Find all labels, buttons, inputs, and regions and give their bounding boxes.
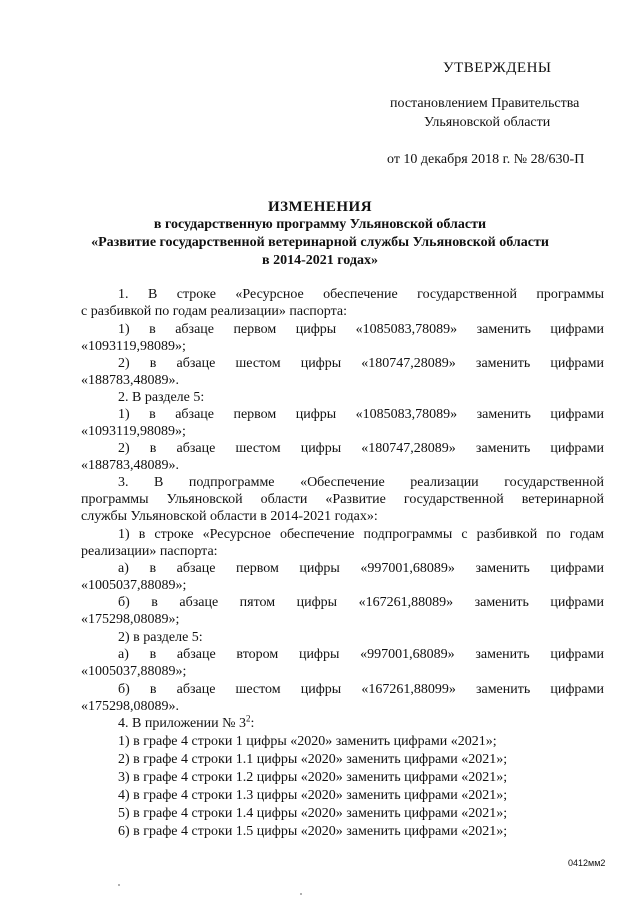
body-line: 2) в абзаце шестом цифры «180747,28089» заменить цифрами [118,441,604,456]
body-line: 4) в графе 4 строки 1.3 цифры «2020» заменить цифрами «2021»; [118,788,508,803]
heading-sub-3: в 2014-2021 годах» [262,253,378,268]
body-line: 2) в графе 4 строки 1.1 цифры «2020» заменить цифрами «2021»; [118,752,508,767]
body-line: «175298,08089»; [81,612,180,627]
body-line: 1) в абзаце первом цифры «1085083,78089» заменить цифрами [118,407,604,422]
body-line: программы Ульяновской области «Развитие государственной ветеринарной [81,492,604,507]
appendix-text: 4. В приложении № 3 [118,716,246,731]
body-line: «188783,48089». [81,458,179,473]
appendix-superscript: 2 [246,713,251,724]
body-line: «188783,48089». [81,373,179,388]
approval-title: УТВЕРЖДЕНЫ [443,60,552,76]
body-line: 1) в графе 4 строки 1 цифры «2020» заменить цифрами «2021»; [118,734,497,749]
body-line: 5) в графе 4 строки 1.4 цифры «2020» заменить цифрами «2021»; [118,806,508,821]
heading-main: ИЗМЕНЕНИЯ [267,199,373,215]
scan-speck [118,884,120,886]
appendix-line [118,715,604,732]
body-line: «1005037,88089»; [81,664,187,679]
body-line: «1093119,98089»; [81,339,186,354]
heading-sub-1: в государственную программу Ульяновской области [153,217,487,232]
body-line: 1) в строке «Ресурсное обеспечение подпрограммы с разбивкой по годам [118,527,604,542]
body-line: а) в абзаце втором цифры «997001,68089» заменить цифрами [118,647,604,662]
body-line: а) в абзаце первом цифры «997001,68089» заменить цифрами [118,561,604,576]
body-line: «175298,08089». [81,699,179,714]
approval-line-1: постановлением Правительства [390,96,580,111]
heading-sub-2: «Развитие государственной ветеринарной службы Ульяновской области [91,235,549,250]
body-line: службы Ульяновской области в 2014-2021 годах»: [81,509,378,524]
body-line: б) в абзаце пятом цифры «167261,88089» заменить цифрами [118,595,604,610]
body-line: 2) в разделе 5: [118,630,203,645]
body-line: 1) в абзаце первом цифры «1085083,78089» заменить цифрами [118,322,604,337]
body-line: «1093119,98089»; [81,424,186,439]
body-line: 3. В подпрограмме «Обеспечение реализации государственной [118,475,604,490]
scan-speck [300,893,302,895]
approval-date: от 10 декабря 2018 г. № 28/630-П [387,152,585,167]
body-line: 2) в абзаце шестом цифры «180747,28089» заменить цифрами [118,356,604,371]
body-line: «1005037,88089»; [81,578,187,593]
appendix-colon: : [250,716,255,731]
body-line: 2. В разделе 5: [118,390,205,405]
body-line: 3) в графе 4 строки 1.2 цифры «2020» заменить цифрами «2021»; [118,770,508,785]
body-line: 1. В строке «Ресурсное обеспечение государственной программы [118,287,604,302]
body-line: с разбивкой по годам реализации» паспорта: [81,304,347,319]
page-code: 0412мм2 [568,858,606,868]
body-line: 6) в графе 4 строки 1.5 цифры «2020» заменить цифрами «2021»; [118,824,508,839]
body-line: реализации» паспорта: [81,544,218,559]
body-line: б) в абзаце шестом цифры «167261,88099» заменить цифрами [118,682,604,697]
approval-line-2: Ульяновской области [424,115,551,130]
